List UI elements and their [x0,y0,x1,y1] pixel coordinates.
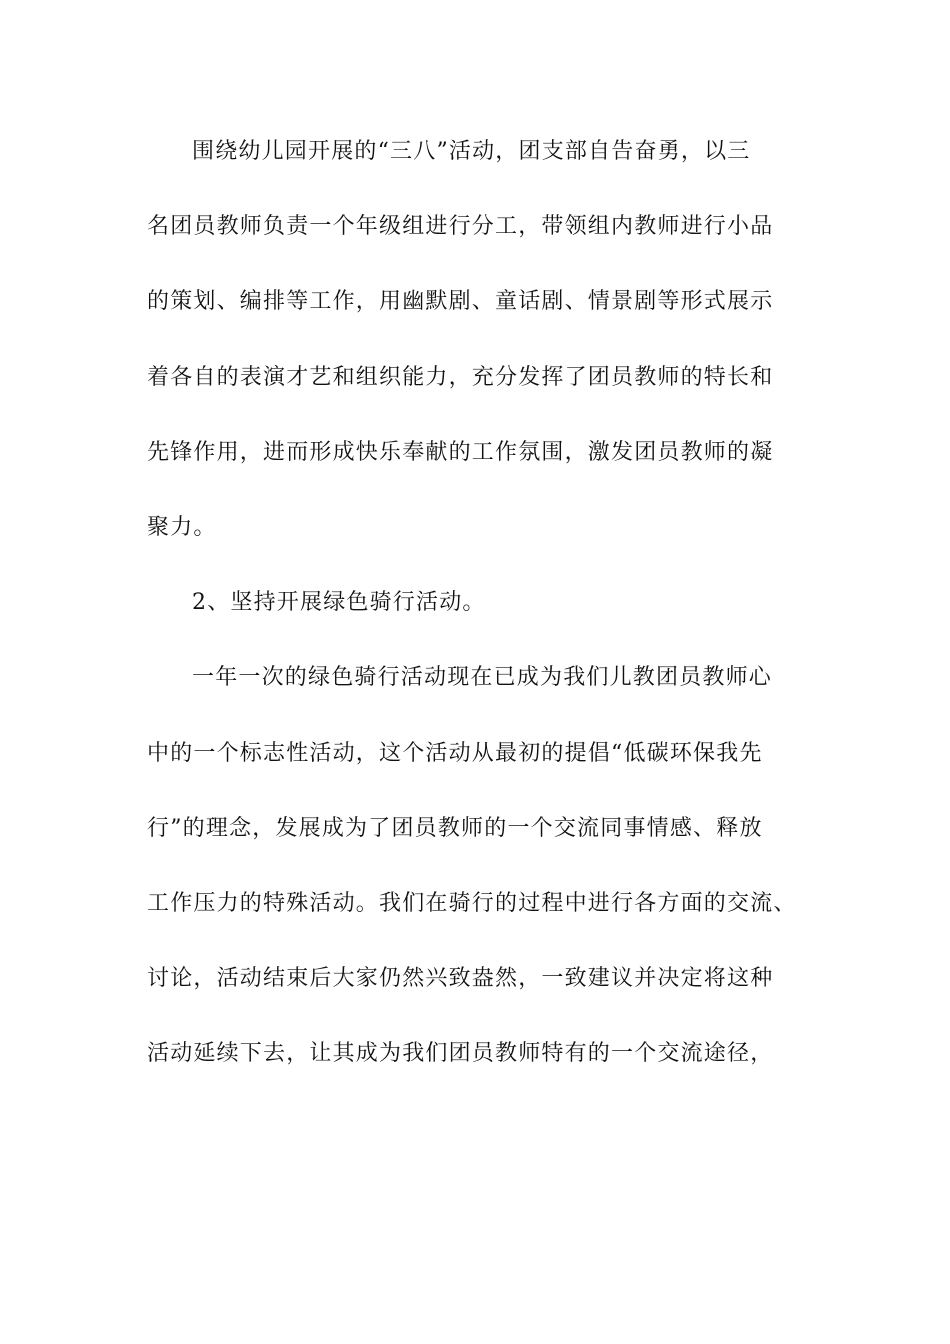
text-line: 讨论，活动结束后大家仍然兴致盎然，一致建议并决定将这种 [147,966,774,992]
body-text [147,126,807,1103]
text-line: 名团员教师负责一个年级组进行分工，带领组内教师进行小品 [147,214,774,240]
text-line: 聚力。 [147,514,217,540]
text-line: 活动延续下去，让其成为我们团员教师特有的一个交流途径， [147,1041,774,1067]
text-line: 中的一个标志性活动，这个活动从最初的提倡“低碳环保我先 [147,740,763,766]
section-heading: 2、坚持开展绿色骑行活动。 [192,590,486,616]
text-line: 的策划、编排等工作，用幽默剧、童话剧、情景剧等形式展示 [147,289,774,315]
text-line: 工作压力的特殊活动。我们在骑行的过程中进行各方面的交流、 [147,890,797,916]
text-line: 围绕幼儿园开展的“三八”活动，团支部自告奋勇，以三 [192,139,751,164]
text-line: 着各自的表演才艺和组织能力，充分发挥了团员教师的特长和 [147,364,774,390]
text-line: 一年一次的绿色骑行活动现在已成为我们儿教团员教师心 [192,665,773,691]
text-line: 先锋作用，进而形成快乐奉献的工作氛围，激发团员教师的凝 [147,439,774,465]
text-line: 行”的理念，发展成为了团员教师的一个交流同事情感、释放 [147,815,763,841]
